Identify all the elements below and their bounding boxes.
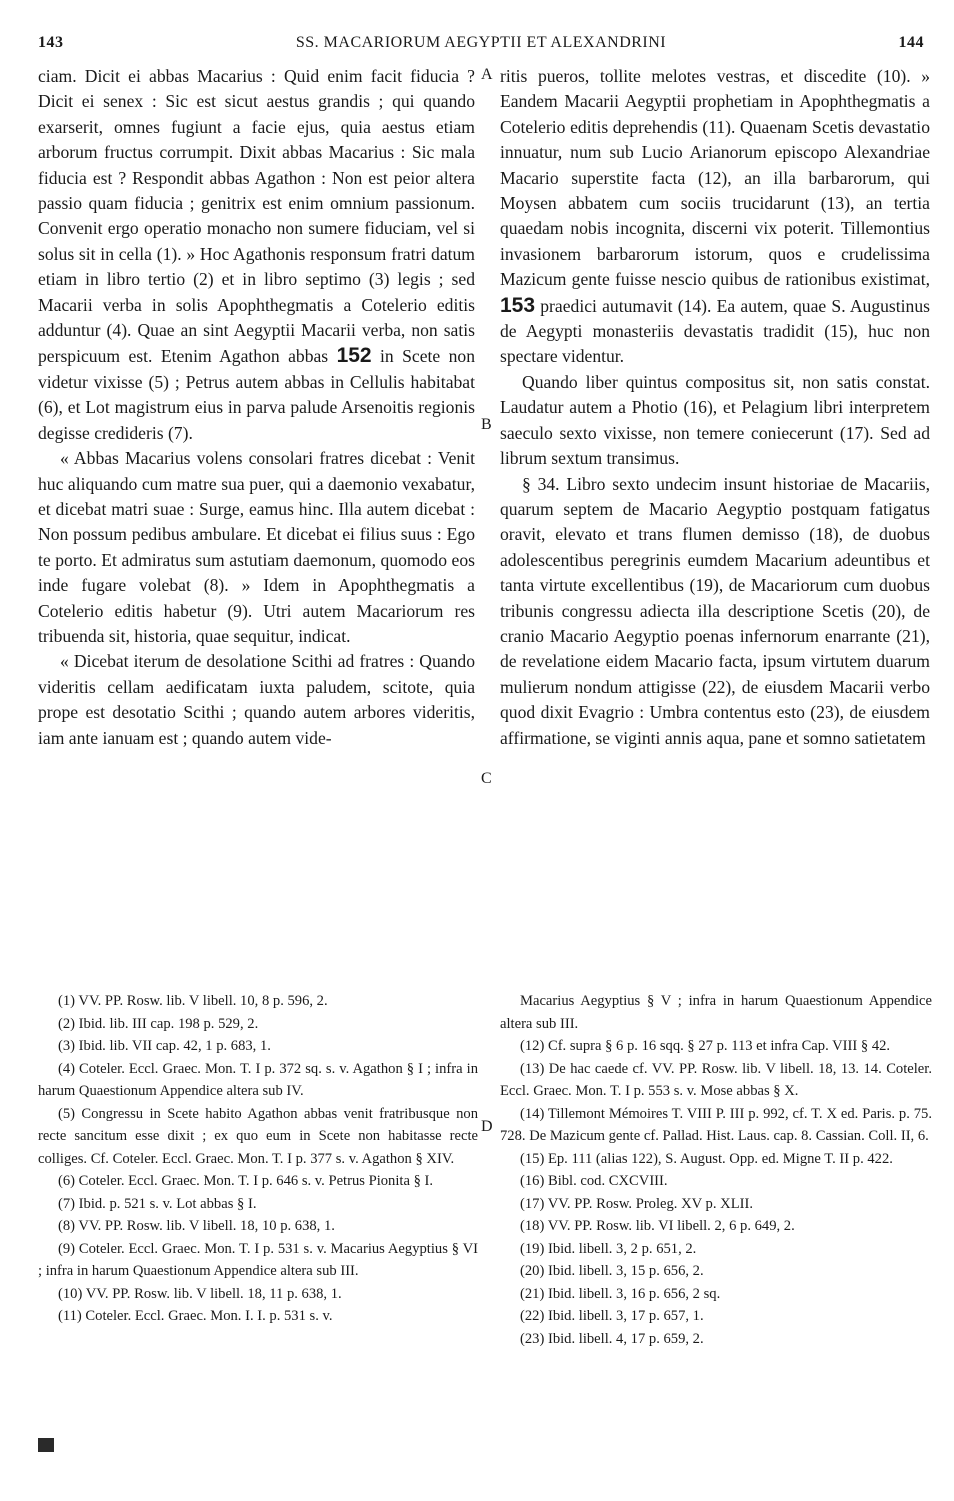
footnote: (23) Ibid. libell. 4, 17 p. 659, 2. [520, 1330, 704, 1347]
right-column [500, 64, 930, 751]
footnote: (20) Ibid. libell. 3, 15 p. 656, 2. [520, 1263, 704, 1279]
running-title: SS. MACARIORUM AEGYPTII ET ALEXANDRINI [295, 34, 667, 51]
marginal-page-number: 152 [336, 344, 372, 368]
ink-blot [38, 1438, 54, 1452]
footnote: (10) VV. PP. Rosw. lib. V libell. 18, 11 p. 638, 1. [58, 1285, 342, 1302]
running-header [38, 34, 924, 60]
left-paragraph: « Dicebat iterum de desolatione Scithi ad fratres : Quando videritis cellam aedificatam iuxta paludem, scitote, quia prope est desotatio Scithi ; quando autem arbores videritis, iam ante ianuam est ; quando autem vide- [38, 651, 475, 748]
footnote: (12) Cf. supra § 6 p. 16 sqq. § 27 p. 113 et infra Cap. VIII § 42. [520, 1038, 891, 1054]
margin-mark-a: A [481, 66, 493, 83]
footnote: (11) Coteler. Eccl. Graec. Mon. I. I. p. 531 s. v. [58, 1308, 333, 1324]
left-column [38, 64, 475, 751]
footnote: (4) Coteler. Eccl. Graec. Mon. T. I p. 372 sq. s. v. Agathon § I ; infra in harum Quaestionum Appendice altera sub IV. [38, 1060, 478, 1099]
right-paragraph [500, 64, 930, 370]
footnote: (19) Ibid. libell. 3, 2 p. 651, 2. [520, 1240, 697, 1257]
footnote: (18) VV. PP. Rosw. lib. VI libell. 2, 6 p. 649, 2. [520, 1218, 795, 1234]
right-paragraph: § 34. Libro sexto undecim insunt historiae de Macariis, quarum septem de Macario Aegyptio postquam fatigatus oravit, elevato et trans flumen demisso (18), de duobus adolescentibus peregrinis eumdem Macarium adeuntibus et tanta virtute excellentibus (19), de Macariorum cum duobus tribunis congressu adiecta illa descriptione Scetis (20), de cranio Macario Aegyptio poenas infernorum enarrante (21), de revelatione eidem Macario facta, ipsum virtutem duarum mulierum nondum attigisse (22), de eiusdem Macarii verbo quod dixit Evagrio : Umbra contentus esto (23), de eiusdem affirmatione, se viginti annis aqua, pane et somno satietatem [500, 473, 930, 748]
footnote: (14) Tillemont Mémoires T. VIII P. III p. 992, cf. T. X ed. Paris. p. 75. 728. De Mazicum gente cf. Pallad. Hist. Laus. cap. 8. Cassian. Coll. II, 6. [500, 1105, 932, 1144]
marginal-page-number: 153 [500, 293, 536, 317]
footnote: (17) VV. PP. Rosw. Proleg. XV p. XLII. [520, 1195, 753, 1212]
text-run: ciam. Dicit ei abbas Macarius : Quid enim facit fiducia ? Dicit ei senex : Sic est sicut aestus grandis ; qui quando exarserit, omnes fugiunt a facie ejus, quia aestus etiam arborum fructus corrumpit. Dixit abbas Macarius : Sic mala fiducia est ? Respondit abbas Agathon : Non est peior altera passio quam fiducia ; genitrix est enim omnium passionum. Convenit ergo operatio monacho non sumere fiduciam, vel si solus sit in cella (1). » Hoc Agathonis responsum fratri datum etiam in libro tertio (2) et in libro septimo (3) legis ; sed Macarii verba in solis Apophthegmatis a Cotelerio editis adduntur (4). Quae an sint Aegyptii Macarii verba, non satis perspicuum est. Etenim Agathon abbas [38, 66, 475, 367]
footnote: (1) VV. PP. Rosw. lib. V libell. 10, 8 p. 596, 2. [58, 993, 328, 1009]
right-paragraph: Quando liber quintus compositus sit, non satis constat. Laudatur autem a Photio (16), et Pelagium libri interpretem saeculo sexto vixisse, non temere coniecerunt (17). Sed ad librum sextum transimus. [500, 371, 930, 469]
footnote: (6) Coteler. Eccl. Graec. Mon. T. I p. 646 s. v. Petrus Pionita § I. [58, 1173, 434, 1189]
footnote: (5) Congressu in Scete habito Agathon abbas venit fratribusque non recte sancitum esse dixit ; ex quo eum in Scete non habitasse recte colliges. Cf. Coteler. Eccl. Graec. Mon. T. I p. 377 s. v. Agathon § XIV. [38, 1105, 478, 1167]
footnote: Macarius Aegyptius § V ; infra in harum Quaestionum Appendice altera sub III. [500, 993, 932, 1032]
margin-mark-b: B [481, 416, 492, 433]
footnote: (7) Ibid. p. 521 s. v. Lot abbas § I. [58, 1195, 257, 1212]
left-paragraph [38, 64, 475, 446]
text-run: praedici autumavit (14). Ea autem, quae S. Augustinus de Aegypti monasteriis devastatis tradidit (15), huc non spectare videntur. [500, 295, 930, 367]
footnote: (16) Bibl. cod. CXCVIII. [520, 1173, 668, 1189]
left-paragraph: « Abbas Macarius volens consolari fratres dicebat : Venit huc aliquando cum matre sua puer, qui a daemonio vexabatur, et dicebat matri suae : Surge, eamus hinc. Illa autem dicebat : Non possum pedibus ambulare. Et dicebat ei filius suus : Ego te porto. Et admiratus sum astutiam daemonum, quomodo eos inde fugare volebat (8). » Idem in Apophthegmatis a Cotelerio editis habetur (9). Utri autem Macariorum res tribuenda sit, historia, quae sequitur, indicat. [38, 448, 475, 646]
footnote: (3) Ibid. lib. VII cap. 42, 1 p. 683, 1. [58, 1038, 271, 1054]
margin-mark-d: D [481, 1118, 493, 1135]
margin-mark-c: C [481, 770, 492, 787]
text-run: ritis pueros, tollite melotes vestras, et discedite (10). » Eandem Macarii Aegyptii prophetiam in Apophthegmatis a Cotelerio editis deprehendis (11). Quaenam Scetis devastatio innuatur, num sub Lucio Arianorum episcopo Alexandriae Macario superstite facta (12), an illa barbarorum, qui Moysen abbatem cum sociis trucidarunt (13), an tertia quaedam nobis incognita, discerni vix poterit. Tillemontius invasionem barbarorum istorum, quos e crudelissima Mazicum gente fuisse nescio quibus de rationibus existimat, [500, 66, 930, 290]
footnote: (9) Coteler. Eccl. Graec. Mon. T. I p. 531 s. v. Macarius Aegyptius § VI ; infra in harum Quaestionum Appendice altera sub III. [38, 1240, 478, 1279]
page-number-right: 144 [898, 34, 924, 51]
footnote: (21) Ibid. libell. 3, 16 p. 656, 2 sq. [520, 1285, 721, 1302]
footnotes-right [500, 990, 932, 1350]
footnote: (2) Ibid. lib. III cap. 198 p. 529, 2. [58, 1015, 259, 1032]
text-run: in Scete non videtur vixisse (5) ; Petrus autem abbas in Cellulis habitabat (6), et Lot magistrum eius in parva palude Arsenoitis regionis degisse credideris (7). [38, 346, 476, 443]
footnote: (15) Ep. 111 (alias 122), S. August. Opp. ed. Migne T. II p. 422. [520, 1150, 893, 1167]
footnote: (13) De hac caede cf. VV. PP. Rosw. lib. V libell. 18, 13. 14. Coteler. Eccl. Graec. Mon. T. I p. 553 s. v. Mose abbas § X. [500, 1060, 932, 1099]
page-number-left: 143 [38, 34, 64, 51]
footnote: (8) VV. PP. Rosw. lib. V libell. 18, 10 p. 638, 1. [58, 1218, 335, 1234]
footnotes-left [38, 990, 478, 1328]
footnote: (22) Ibid. libell. 3, 17 p. 657, 1. [520, 1308, 704, 1324]
